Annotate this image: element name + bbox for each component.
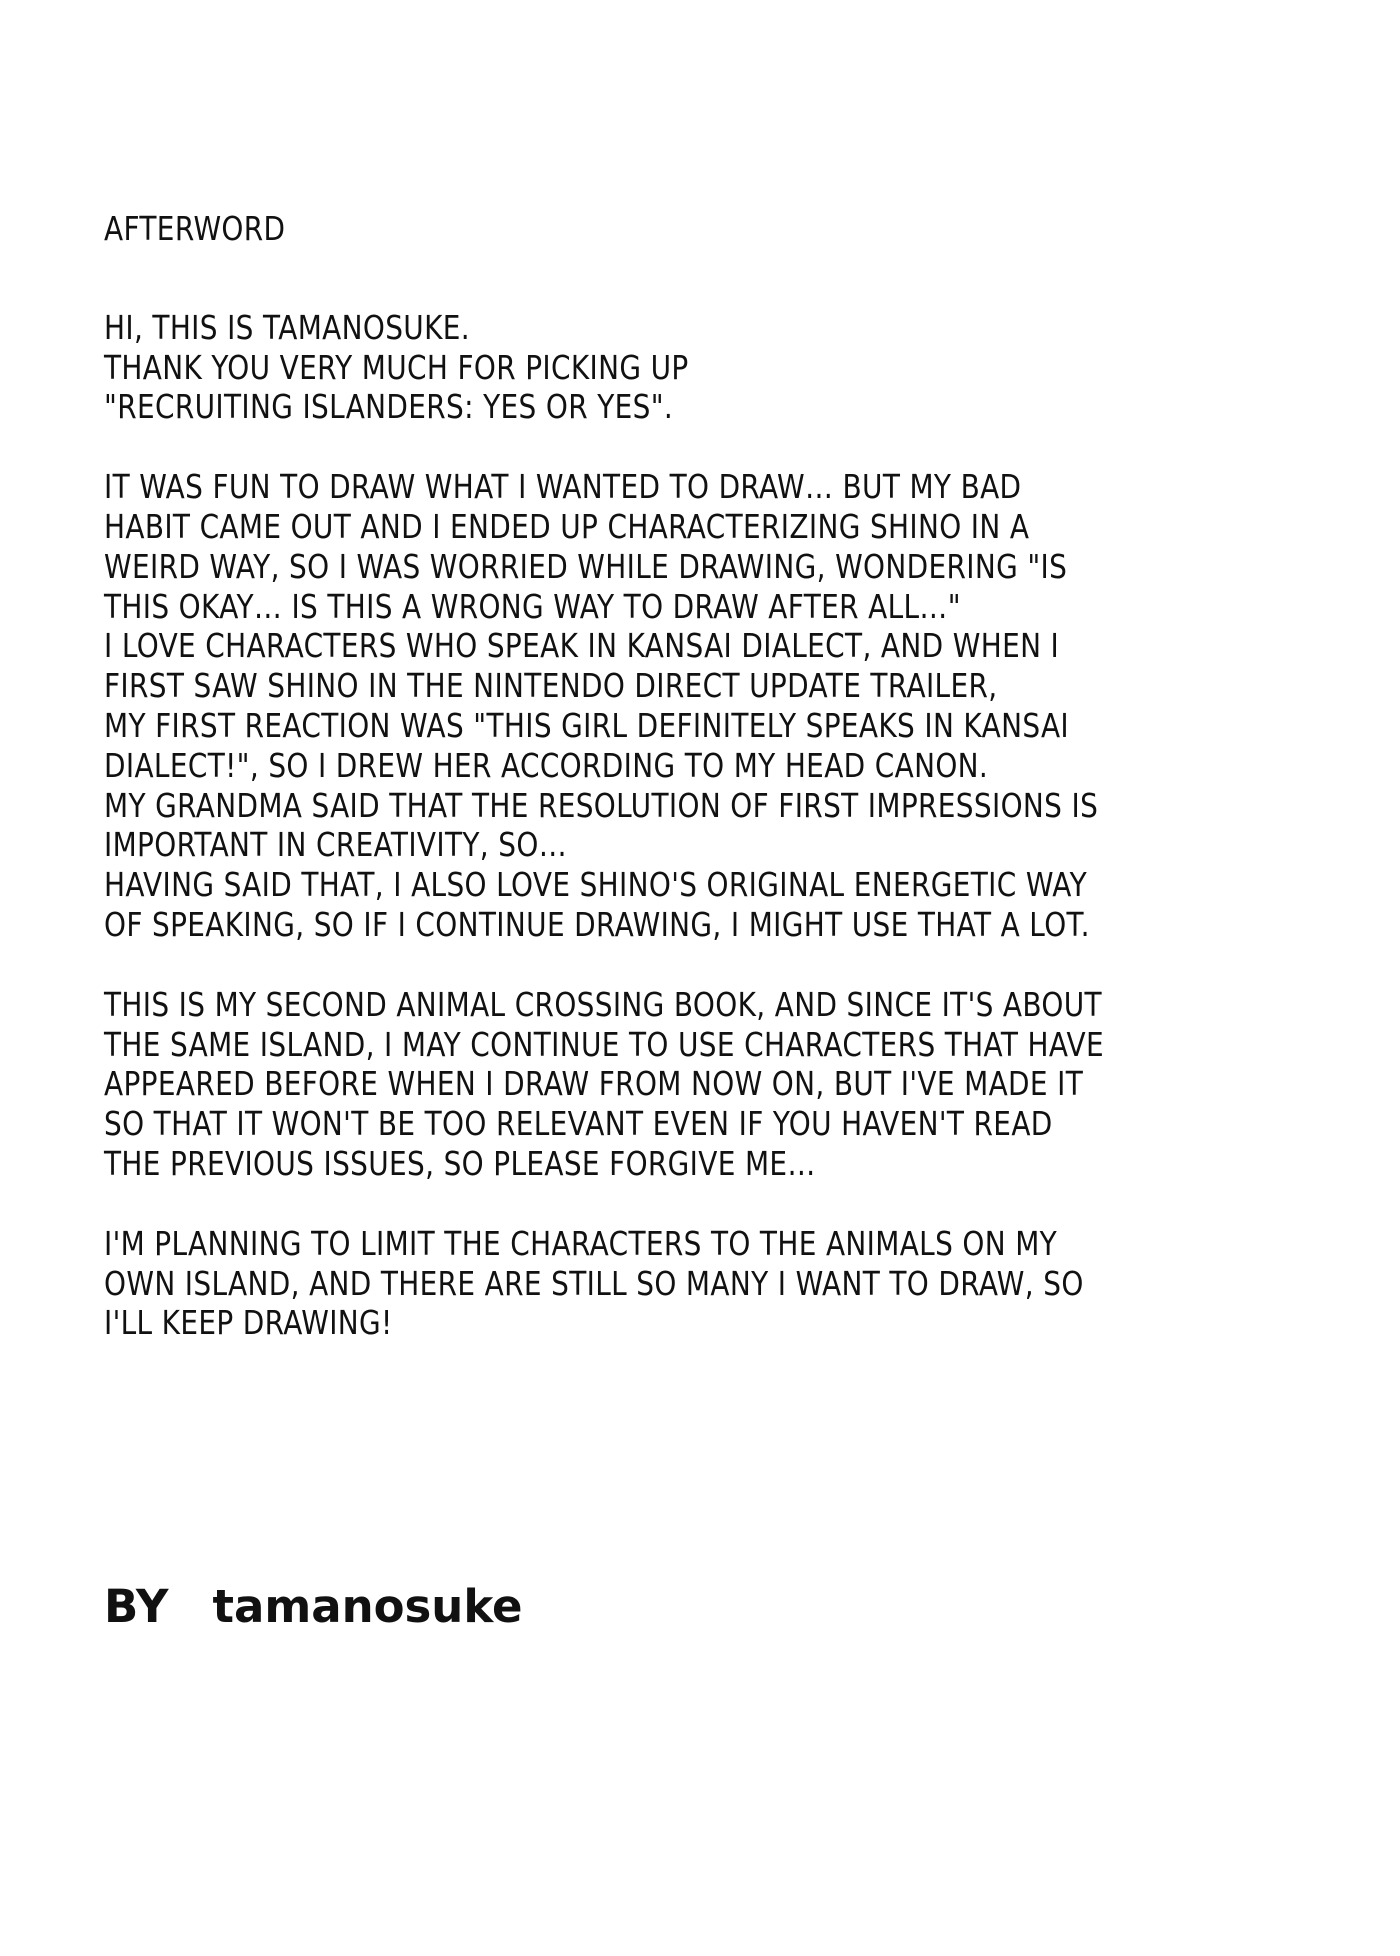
afterword-paragraph <box>104 1225 1162 1344</box>
afterword-paragraph <box>104 468 1162 946</box>
text-line: HI, THIS IS TAMANOSUKE. <box>104 308 471 347</box>
text-line: APPEARED BEFORE WHEN I DRAW FROM NOW ON, BUT I'VE MADE IT <box>104 1065 1084 1104</box>
text-line: OF SPEAKING, SO IF I CONTINUE DRAWING, I MIGHT USE THAT A LOT. <box>104 905 1090 944</box>
text-line: MY GRANDMA SAID THAT THE RESOLUTION OF FIRST IMPRESSIONS IS <box>104 786 1099 825</box>
text-line: "RECRUITING ISLANDERS: YES OR YES". <box>104 388 674 427</box>
signature-prefix: BY <box>104 1580 169 1633</box>
text-line: IMPORTANT IN CREATIVITY, SO… <box>104 826 567 865</box>
text-line: SO THAT IT WON'T BE TOO RELEVANT EVEN IF YOU HAVEN'T READ <box>104 1105 1053 1144</box>
text-line: DIALECT!", SO I DREW HER ACCORDING TO MY HEAD CANON. <box>104 746 989 785</box>
afterword-paragraph <box>104 309 1162 428</box>
text-line: THE PREVIOUS ISSUES, SO PLEASE FORGIVE ME… <box>104 1144 816 1183</box>
text-line: IT WAS FUN TO DRAW WHAT I WANTED TO DRAW… BUT MY BAD <box>104 468 1022 507</box>
signature-author: tamanosuke <box>212 1580 523 1633</box>
text-line: THIS IS MY SECOND ANIMAL CROSSING BOOK, AND SINCE IT'S ABOUT <box>104 985 1102 1024</box>
text-line: HAVING SAID THAT, I ALSO LOVE SHINO'S ORIGINAL ENERGETIC WAY <box>104 866 1087 905</box>
text-line: THANK YOU VERY MUCH FOR PICKING UP <box>104 348 689 387</box>
text-line: I'LL KEEP DRAWING! <box>104 1304 393 1343</box>
text-line: WEIRD WAY, SO I WAS WORRIED WHILE DRAWING, WONDERING "IS <box>104 547 1068 586</box>
text-line: HABIT CAME OUT AND I ENDED UP CHARACTERIZING SHINO IN A <box>104 507 1030 546</box>
text-line: FIRST SAW SHINO IN THE NINTENDO DIRECT UPDATE TRAILER, <box>104 667 998 706</box>
text-line: THE SAME ISLAND, I MAY CONTINUE TO USE CHARACTERS THAT HAVE <box>104 1025 1104 1064</box>
afterword-paragraph <box>104 986 1162 1185</box>
afterword-section <box>104 210 1162 1384</box>
author-signature <box>104 1579 523 1635</box>
text-line: MY FIRST REACTION WAS "THIS GIRL DEFINITELY SPEAKS IN KANSAI <box>104 706 1070 745</box>
afterword-title: AFTERWORD <box>104 210 286 248</box>
text-line: I LOVE CHARACTERS WHO SPEAK IN KANSAI DIALECT, AND WHEN I <box>104 627 1060 666</box>
text-line: I'M PLANNING TO LIMIT THE CHARACTERS TO THE ANIMALS ON MY <box>104 1224 1058 1263</box>
text-line: THIS OKAY… IS THIS A WRONG WAY TO DRAW AFTER ALL…" <box>104 587 961 626</box>
text-line: OWN ISLAND, AND THERE ARE STILL SO MANY I WANT TO DRAW, SO <box>104 1264 1084 1303</box>
